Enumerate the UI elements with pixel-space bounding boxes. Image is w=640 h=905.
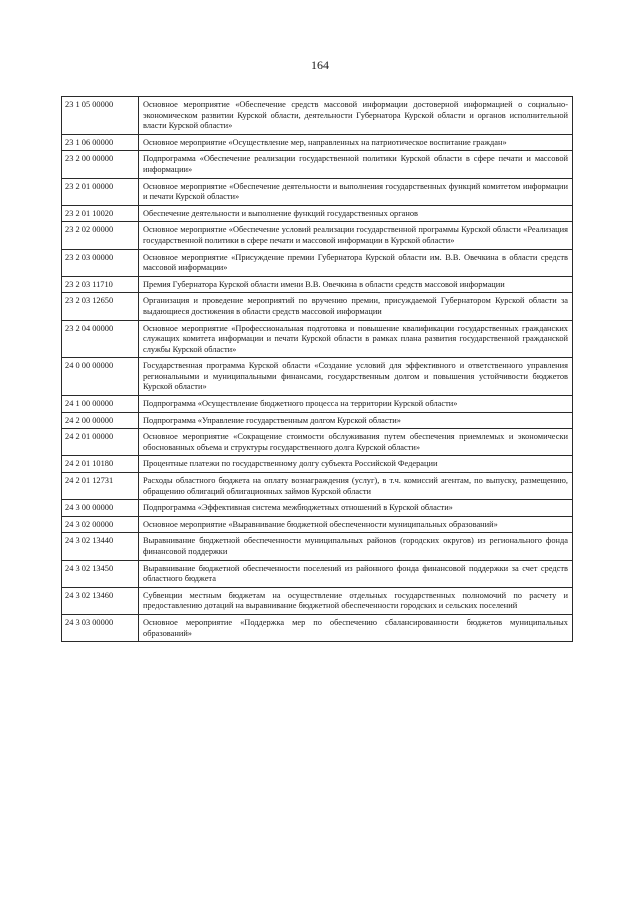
table-row <box>62 97 573 135</box>
budget-code-cell: 24 2 01 10180 <box>62 456 139 473</box>
description-cell: Обеспечение деятельности и выполнение функций государственных органов <box>139 205 573 222</box>
budget-code-cell: 23 1 05 00000 <box>62 97 139 135</box>
description-cell: Подпрограмма «Обеспечение реализации государственной политики Курской области в сфере печати и массовой информации» <box>139 151 573 178</box>
budget-code-cell: 24 3 00 00000 <box>62 500 139 517</box>
budget-code-cell: 23 2 02 00000 <box>62 222 139 249</box>
table-row <box>62 358 573 396</box>
table-row <box>62 412 573 429</box>
budget-code-cell: 23 2 00 00000 <box>62 151 139 178</box>
table-row <box>62 614 573 641</box>
description-cell: Премия Губернатора Курской области имени В.В. Овечкина в области средств массовой информации <box>139 276 573 293</box>
description-cell: Основное мероприятие «Выравнивание бюджетной обеспеченности муниципальных образований» <box>139 516 573 533</box>
budget-code-cell: 24 2 01 12731 <box>62 473 139 500</box>
budget-code-cell: 23 2 01 10020 <box>62 205 139 222</box>
description-cell: Расходы областного бюджета на оплату вознаграждения (услуг), в т.ч. комиссий агентам, по выпуску, размещению, обращению облигаций облигационных займов Курской области <box>139 473 573 500</box>
budget-code-cell: 23 2 04 00000 <box>62 320 139 358</box>
budget-code-cell: 24 3 02 00000 <box>62 516 139 533</box>
table-row <box>62 456 573 473</box>
table-row <box>62 222 573 249</box>
table-row <box>62 396 573 413</box>
description-cell: Выравнивание бюджетной обеспеченности муниципальных районов (городских округов) из регионального фонда финансовой поддержки <box>139 533 573 560</box>
table-row <box>62 293 573 320</box>
budget-code-cell: 23 2 01 00000 <box>62 178 139 205</box>
page-number: 164 <box>311 58 329 72</box>
table-row <box>62 276 573 293</box>
budget-code-cell: 24 2 01 00000 <box>62 429 139 456</box>
budget-code-cell: 24 3 02 13440 <box>62 533 139 560</box>
description-cell: Субвенции местным бюджетам на осуществление отдельных государственных полномочий по расчету и предоставлению дотаций на выравнивание бюджетной обеспеченности городских и сельских поселений <box>139 587 573 614</box>
budget-code-cell: 24 3 02 13460 <box>62 587 139 614</box>
budget-code-cell: 23 2 03 12650 <box>62 293 139 320</box>
description-cell: Подпрограмма «Управление государственным долгом Курской области» <box>139 412 573 429</box>
table-row <box>62 205 573 222</box>
table-row <box>62 533 573 560</box>
table-row <box>62 320 573 358</box>
description-cell: Основное мероприятие «Поддержка мер по обеспечению сбалансированности бюджетов муниципальных образований» <box>139 614 573 641</box>
table-row <box>62 134 573 151</box>
budget-code-cell: 24 0 00 00000 <box>62 358 139 396</box>
description-cell: Процентные платежи по государственному долгу субъекта Российской Федерации <box>139 456 573 473</box>
description-cell: Основное мероприятие «Обеспечение средств массовой информации достоверной информацией о социально-экономическом развитии Курской области, деятельности Губернатора Курской области и органов исполнительной власти Курской области» <box>139 97 573 135</box>
budget-code-cell: 24 2 00 00000 <box>62 412 139 429</box>
description-cell: Основное мероприятие «Профессиональная подготовка и повышение квалификации государственных гражданских служащих комитета информации и печати Курской области в рамках плана развития государственной гражданской службы Курской области» <box>139 320 573 358</box>
table-row <box>62 500 573 517</box>
table-row <box>62 249 573 276</box>
description-cell: Организация и проведение мероприятий по вручению премии, присуждаемой Губернатором Курской области за выдающиеся достижения в области средств массовой информации <box>139 293 573 320</box>
description-cell: Основное мероприятие «Присуждение премии Губернатора Курской области им. В.В. Овечкина в области средств массовой информации» <box>139 249 573 276</box>
budget-code-cell: 24 1 00 00000 <box>62 396 139 413</box>
description-cell: Основное мероприятие «Обеспечение условий реализации государственной программы Курской области «Реализация государственной политики в сфере печати и массовой информации в Курской области» <box>139 222 573 249</box>
table-row <box>62 151 573 178</box>
budget-code-cell: 23 2 03 11710 <box>62 276 139 293</box>
description-cell: Государственная программа Курской области «Создание условий для эффективного и ответственного управления региональными и муниципальными финансами, государственным долгом и повышения устойчивости бюджетов Курской области» <box>139 358 573 396</box>
budget-code-cell: 24 3 03 00000 <box>62 614 139 641</box>
description-cell: Подпрограмма «Эффективная система межбюджетных отношений в Курской области» <box>139 500 573 517</box>
budget-code-table <box>61 96 573 642</box>
table-row <box>62 473 573 500</box>
table-row <box>62 178 573 205</box>
table-row <box>62 429 573 456</box>
table-body <box>62 97 573 642</box>
table-row <box>62 516 573 533</box>
description-cell: Выравнивание бюджетной обеспеченности поселений из районного фонда финансовой поддержки за счет средств областного бюджета <box>139 560 573 587</box>
description-cell: Основное мероприятие «Сокращение стоимости обслуживания путем обеспечения приемлемых и экономически обоснованных объема и структуры государственного долга Курской области» <box>139 429 573 456</box>
description-cell: Основное мероприятие «Осуществление мер, направленных на патриотическое воспитание граждан» <box>139 134 573 151</box>
budget-code-cell: 23 2 03 00000 <box>62 249 139 276</box>
budget-code-cell: 24 3 02 13450 <box>62 560 139 587</box>
description-cell: Подпрограмма «Осуществление бюджетного процесса на территории Курской области» <box>139 396 573 413</box>
description-cell: Основное мероприятие «Обеспечение деятельности и выполнения государственных функций комитетом информации и печати Курской области» <box>139 178 573 205</box>
table-row <box>62 587 573 614</box>
budget-code-cell: 23 1 06 00000 <box>62 134 139 151</box>
table-row <box>62 560 573 587</box>
